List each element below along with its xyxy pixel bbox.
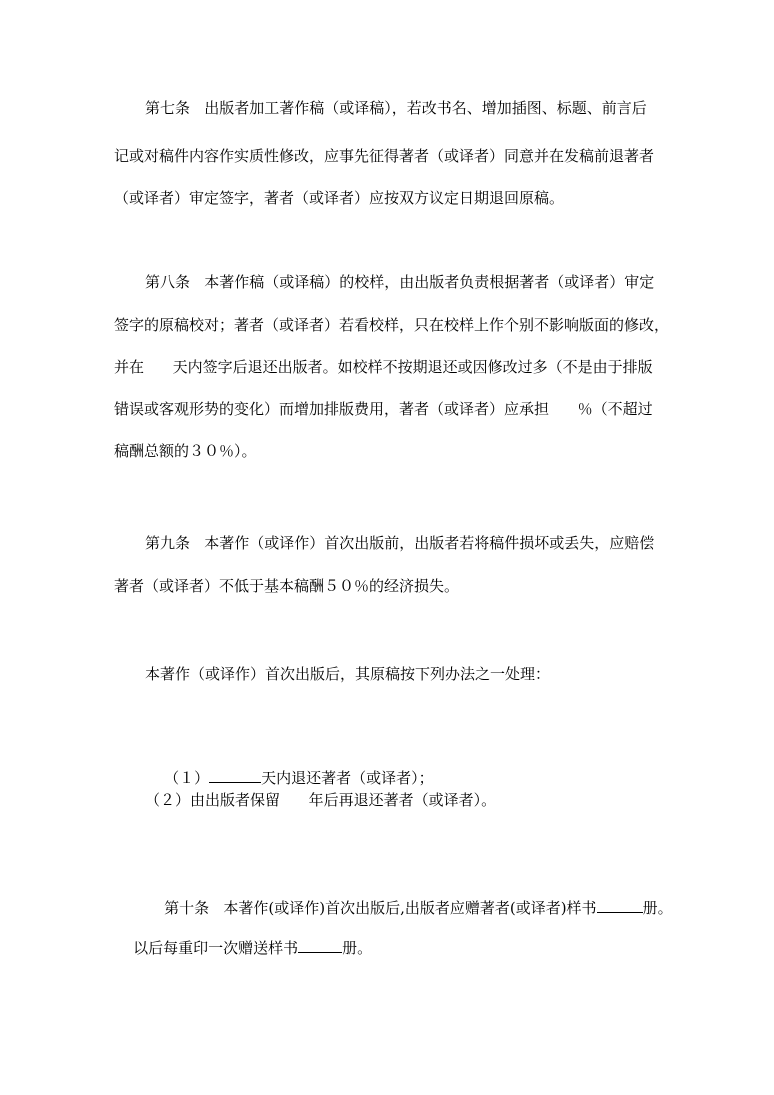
manuscript-option-1 [145, 748, 434, 787]
article-9-line-2: 著者（或译者）不低于基本稿酬５０％的经济损失。 [114, 577, 460, 595]
article-8-line-1: 第八条 本著作稿（或译稿）的校样，由出版者负责根据著者（或译者）审定 [145, 273, 655, 291]
article-7-line-1: 第七条 出版者加工著作稿（或译稿），若改书名、增加插图、标题、前言后 [145, 99, 647, 117]
reprint-copies-blank [298, 938, 342, 953]
article-10-line-2-suffix: 册。 [342, 939, 373, 957]
article-10-line-1 [145, 878, 673, 917]
article-10-line-1-prefix: 第十条 本著作(或译作)首次出版后,出版者应赠著者(或译者)样书 [164, 899, 597, 917]
article-9-line-1: 第九条 本著作（或译作）首次出版前，出版者若将稿件损坏或丢失，应赔偿 [145, 534, 655, 552]
manuscript-intro: 本著作（或译作）首次出版后，其原稿按下列办法之一处理： [145, 665, 551, 683]
article-8-line-4: 错误或客观形势的变化）而增加排版费用，著者（或译者）应承担 ％（不超过 [114, 400, 653, 418]
article-7-line-3: （或译者）审定签字，著者（或译者）应按双方议定日期退回原稿。 [114, 189, 565, 207]
article-7-line-2: 记或对稿件内容作实质性修改，应事先征得著者（或译者）同意并在发稿前退著者 [114, 147, 655, 165]
option-1-days-blank [209, 768, 261, 783]
article-8-line-3: 并在 天内签字后退还出版者。如校样不按期退还或因修改过多（不是由于排版 [114, 358, 653, 376]
article-10-line-1-suffix: 册。 [642, 899, 673, 917]
article-8-line-2: 签字的原稿校对；著者（或译者）若看校样，只在校样上作个别不影响版面的修改， [114, 316, 670, 334]
article-8-line-5: 稿酬总额的３０％）。 [114, 442, 257, 460]
option-1-suffix: 天内退还著者（或译者）； [261, 769, 434, 787]
sample-copies-blank [597, 898, 643, 913]
article-10-line-2 [114, 918, 373, 957]
option-1-prefix: （１） [164, 769, 210, 787]
article-10-line-2-prefix: 以后每重印一次赠送样书 [133, 939, 299, 957]
manuscript-option-2: （２）由出版者保留 年后再退还著者（或译者）。 [145, 791, 497, 809]
